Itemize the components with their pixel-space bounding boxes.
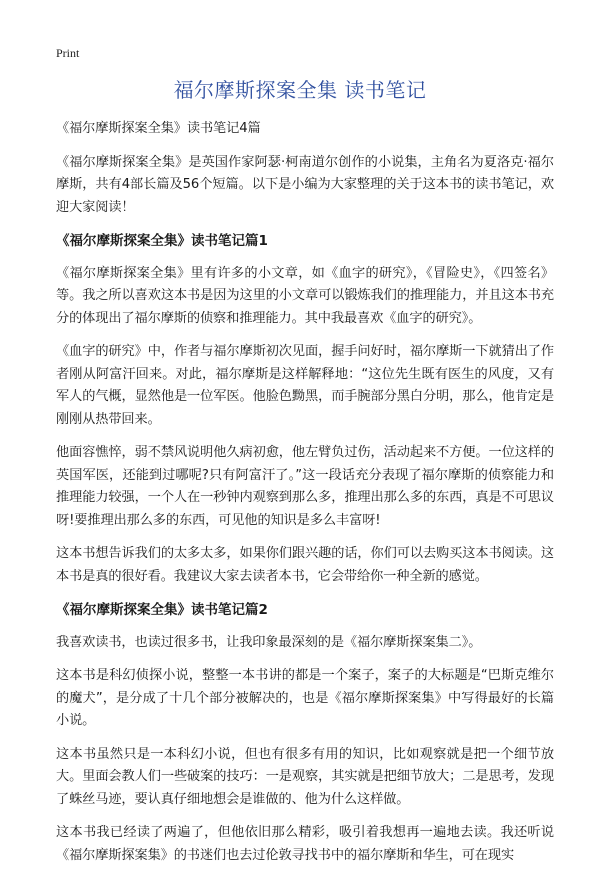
print-link[interactable]: Print (56, 46, 80, 60)
article-body (56, 118, 554, 878)
paragraph: 他面容憔悴，弱不禁风说明他久病初愈，他左臂负过伤，活动起来不方便。一位这样的英国军医，还能到过哪呢?只有阿富汗了。”这一段话充分表现了福尔摩斯的侦察能力和推理能力较强，一个人在一秒钟内观察到那么多，推理出那么多的东西，真是不可思议呀!要推理出那么多的东西，可见他的知识是多么丰富呀! (56, 445, 554, 528)
paragraph: 我喜欢读书，也读过很多书，让我印象最深刻的是《福尔摩斯探案集二》。 (56, 634, 482, 650)
paragraph: 这本书我已经读了两遍了，但他依旧那么精彩，吸引着我想再一遍地去读。我还听说《福尔摩斯探案集》的书迷们也去过伦敦寻找书中的福尔摩斯和华生，可在现实 (56, 825, 554, 863)
paragraph: 《福尔摩斯探案全集》里有许多的小文章，如《血字的研究》，《冒险史》，《四签名》等。我之所以喜欢这本书是因为这里的小文章可以锻炼我们的推理能力，并且这本书充分的体现出了福尔摩斯的侦察和推理能力。其中我最喜欢《血字的研究》。 (56, 265, 554, 326)
paragraph: 这本书想告诉我们的太多太多，如果你们跟兴趣的话，你们可以去购买这本书阅读。这本书是真的很好看。我建议大家去读者本书，它会带给你一种全新的感觉。 (56, 546, 554, 584)
paragraph: 《血字的研究》中，作者与福尔摩斯初次见面，握手问好时，福尔摩斯一下就猜出了作者刚从阿富汗回来。对此，福尔摩斯是这样解释地：“这位先生既有医生的风度，又有军人的气概，显然他是一位军医。他脸色黝黑，而手腕部分黑白分明，那么，他肯定是刚刚从热带回来。 (56, 344, 554, 427)
section-heading-2: 《福尔摩斯探案全集》读书笔记篇2 (56, 602, 268, 618)
page-title: 福尔摩斯探案全集 读书笔记 (173, 78, 427, 102)
paragraph: 这本书是科幻侦探小说，整整一本书讲的都是一个案子，案子的大标题是“巴斯克维尔的魔犬”，是分成了十几个部分被解决的，也是《福尔摩斯探案集》中写得最好的长篇小说。 (56, 668, 554, 728)
section-heading-1: 《福尔摩斯探案全集》读书笔记篇1 (56, 233, 268, 249)
paragraph: 这本书虽然只是一本科幻小说，但也有很多有用的知识，比如观察就是把一个细节放大。里面会教人们一些破案的技巧：一是观察，其实就是把细节放大；二是思考，发现了蛛丝马迹，要认真仔细地想会是谁做的、他为什么这样做。 (56, 746, 554, 807)
intro-paragraph: 《福尔摩斯探案全集》是英国作家阿瑟·柯南道尔创作的小说集，主角名为夏洛克·福尔摩斯，共有4部长篇及56个短篇。以下是小编为大家整理的关于这本书的读书笔记，欢迎大家阅读！ (56, 154, 554, 215)
subtitle: 《福尔摩斯探案全集》读书笔记4篇 (56, 121, 261, 136)
